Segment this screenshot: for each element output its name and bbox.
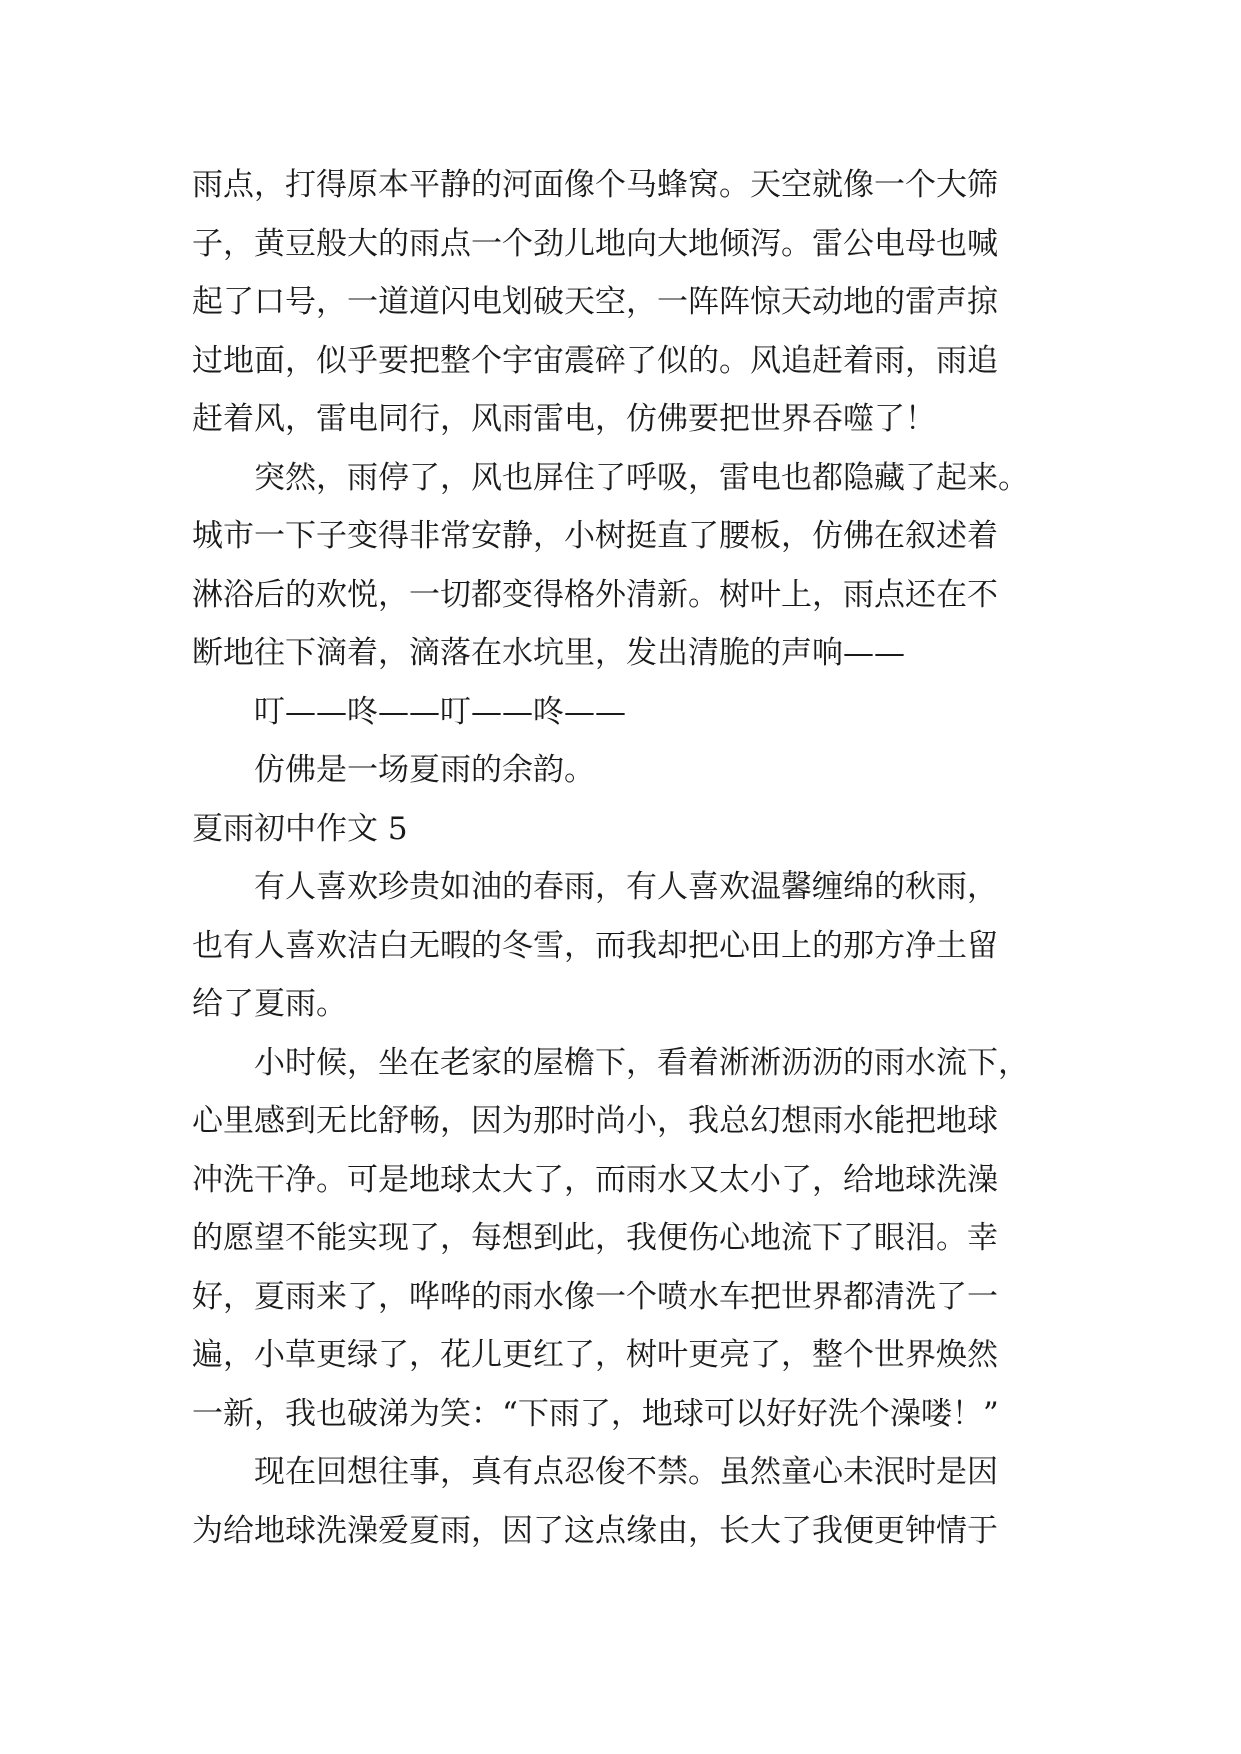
text-line: 雨点，打得原本平静的河面像个马蜂窝。天空就像一个大筛: [192, 167, 998, 203]
text-line: 的愿望不能实现了，每想到此，我便伤心地流下了眼泪。幸: [192, 1220, 998, 1256]
text-line: 为给地球洗澡爱夏雨，因了这点缘由，长大了我便更钟情于: [192, 1512, 998, 1549]
text-line: 城市一下子变得非常安静，小树挺直了腰板，仿佛在叙述着: [192, 518, 998, 554]
text-line: 断地往下滴着，滴落在水坑里，发出清脆的声响——: [192, 635, 905, 671]
paragraph-start-line: 现在回想往事，真有点忍俊不禁。虽然童心未泯时是因: [254, 1454, 998, 1490]
text-line: 遍，小草更绿了，花儿更红了，树叶更亮了，整个世界焕然: [192, 1337, 998, 1373]
text-line: 淋浴后的欢悦，一切都变得格外清新。树叶上，雨点还在不: [192, 576, 998, 613]
text-line: 赶着风，雷电同行，风雨雷电，仿佛要把世界吞噬了！: [192, 401, 936, 437]
text-line: 子，黄豆般大的雨点一个劲儿地向大地倾泻。雷公电母也喊: [192, 225, 998, 262]
essay-body: [192, 156, 1072, 1560]
text-line: 冲洗干净。可是地球太大了，而雨水又太小了，给地球洗澡: [192, 1161, 998, 1198]
text-line: 心里感到无比舒畅，因为那时尚小，我总幻想雨水能把地球: [192, 1103, 998, 1139]
section-heading: 夏雨初中作文 5: [192, 810, 408, 847]
paragraph-start-line: 有人喜欢珍贵如油的春雨，有人喜欢温馨缠绵的秋雨，: [254, 869, 998, 905]
paragraph-start-line: 小时候，坐在老家的屋檐下，看着淅淅沥沥的雨水流下，: [254, 1044, 1029, 1081]
paragraph-start-line: 突然，雨停了，风也屏住了呼吸，雷电也都隐藏了起来。: [254, 459, 1029, 496]
text-line: 也有人喜欢洁白无暇的冬雪，而我却把心田上的那方净土留: [192, 927, 998, 964]
paragraph-start-line: 叮——咚——叮——咚——: [254, 693, 626, 730]
text-line: 起了口号，一道道闪电划破天空，一阵阵惊天动地的雷声掠: [192, 284, 998, 320]
text-line: 过地面，似乎要把整个宇宙震碎了似的。风追赶着雨，雨追: [192, 342, 998, 379]
text-line: 一新，我也破涕为笑：“下雨了，地球可以好好洗个澡喽！”: [192, 1395, 999, 1432]
text-line: 好，夏雨来了，哗哗的雨水像一个喷水车把世界都清洗了一: [192, 1278, 998, 1315]
text-line: 给了夏雨。: [192, 986, 347, 1022]
paragraph-start-line: 仿佛是一场夏雨的余韵。: [254, 752, 595, 788]
